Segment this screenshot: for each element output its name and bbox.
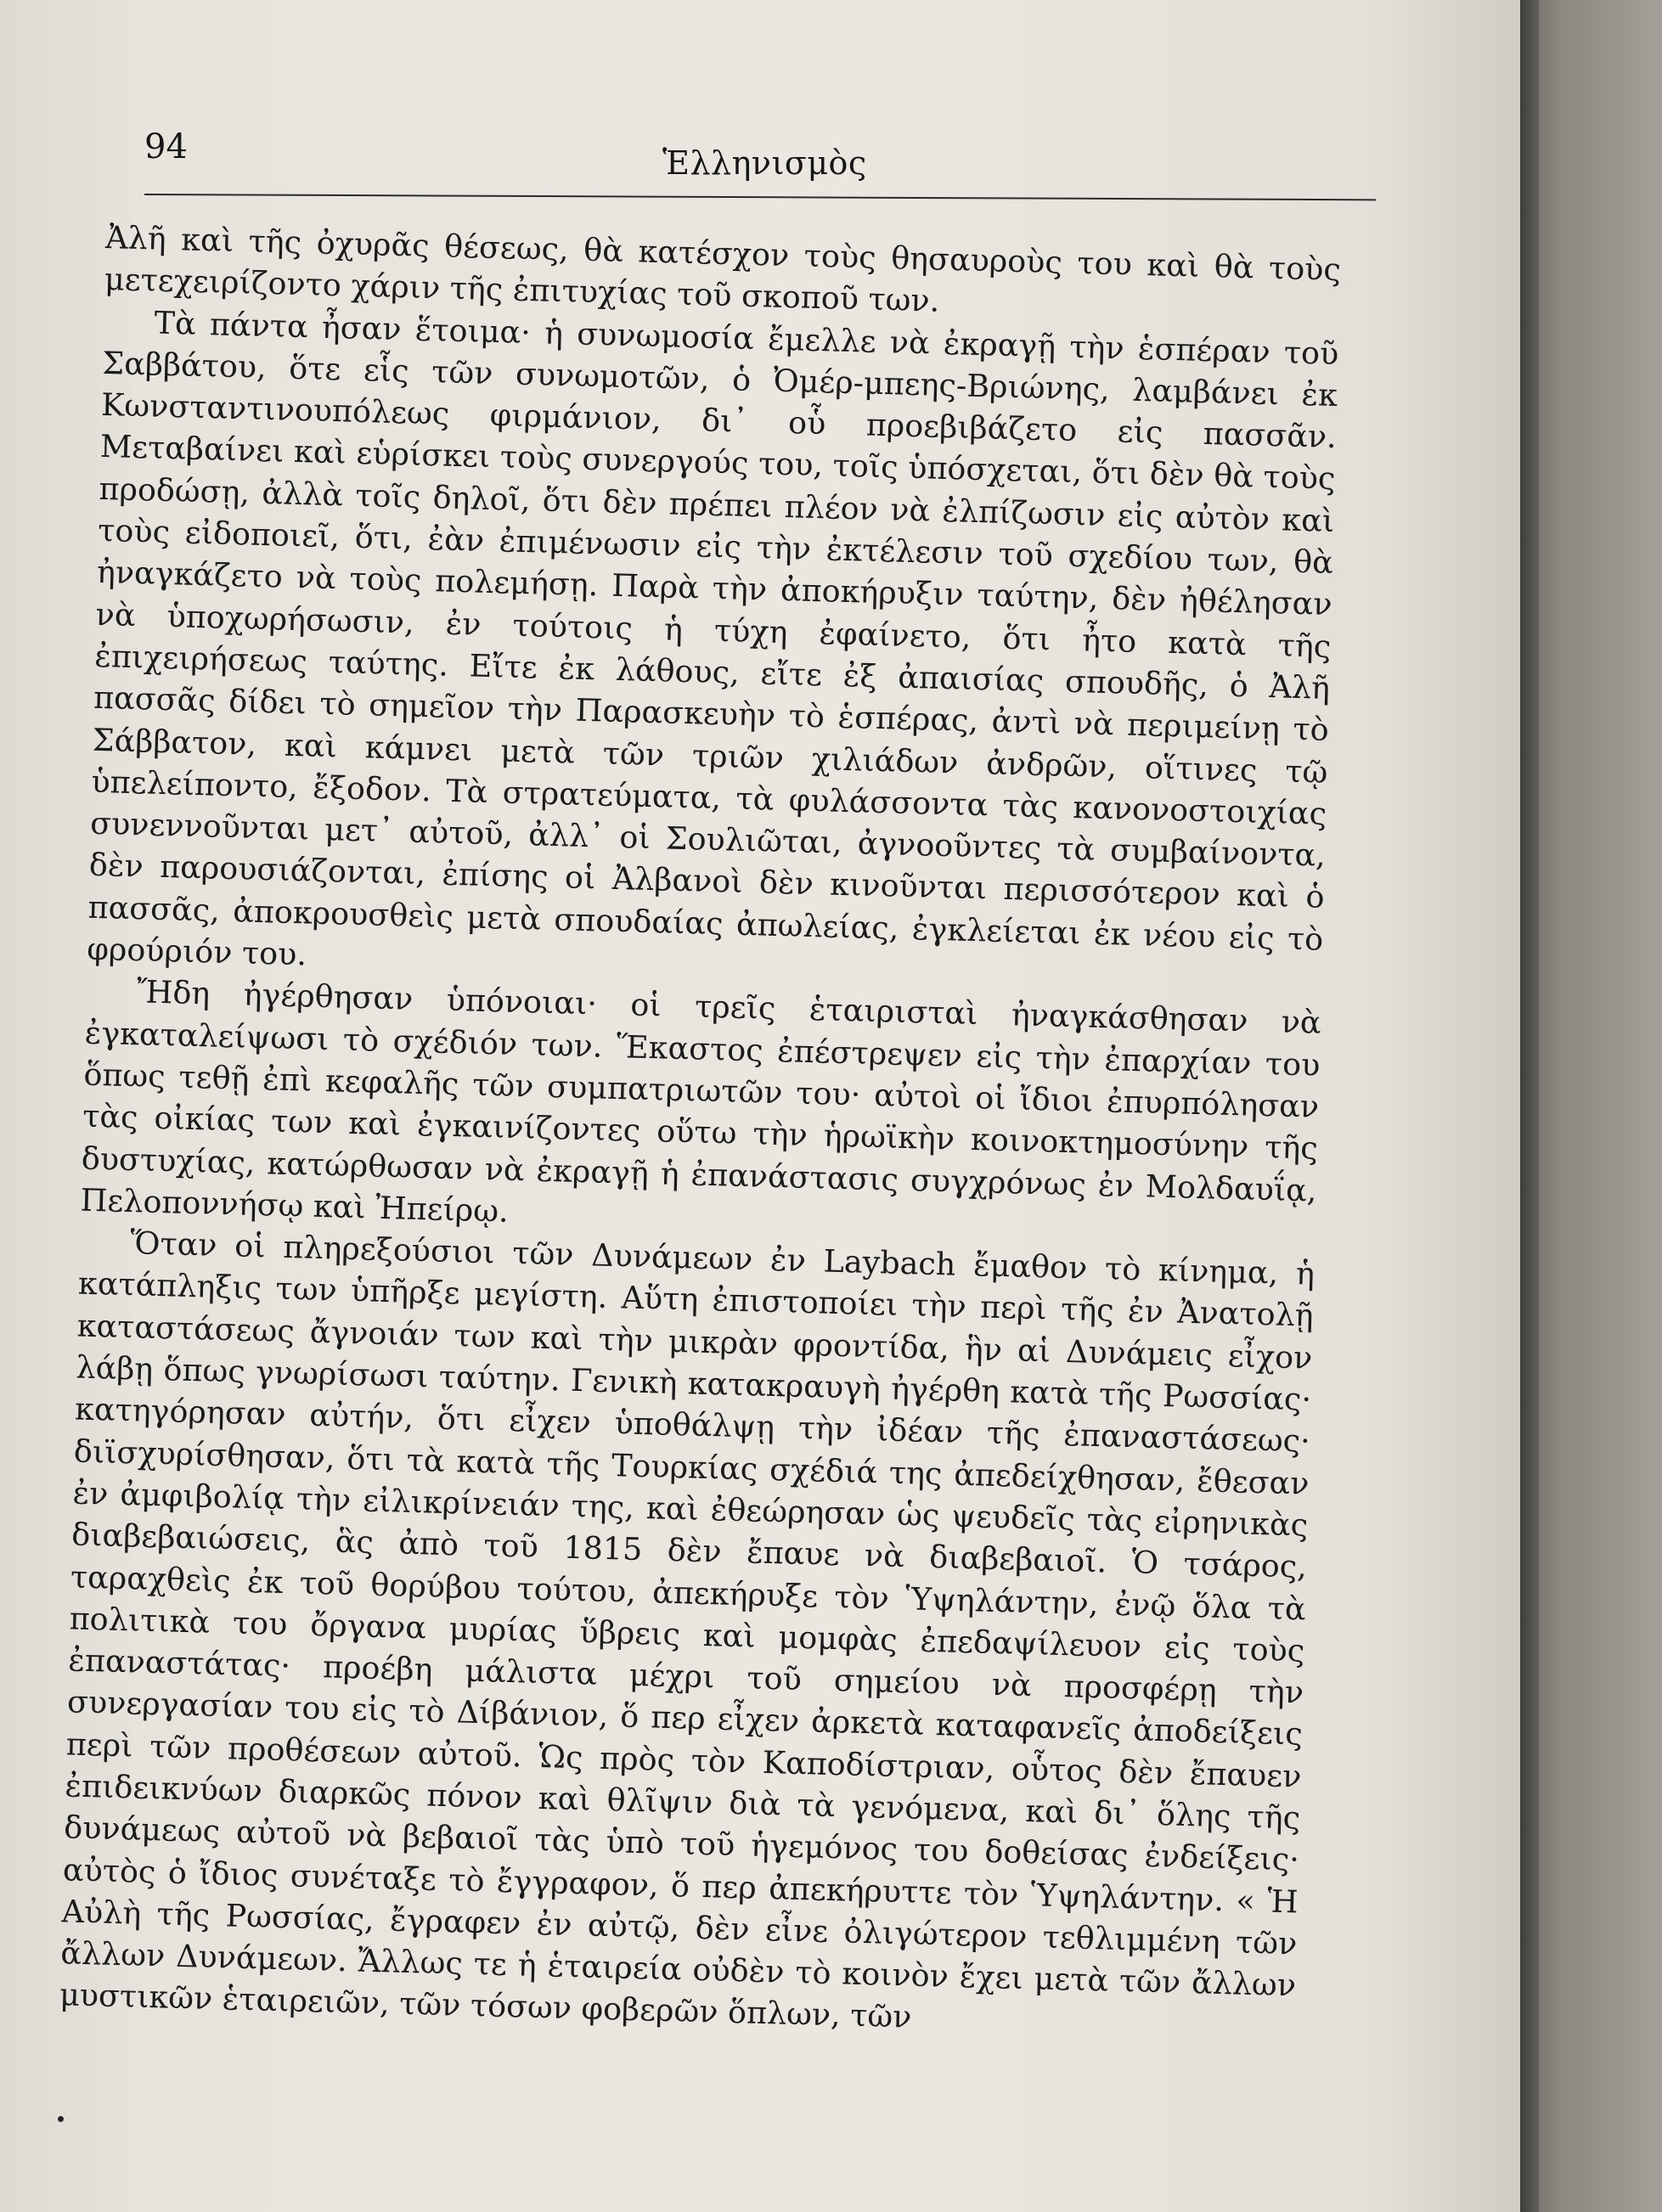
paragraph: Ἀλῆ καὶ τῆς ὀχυρᾶς θέσεως, θὰ κατέσχον τοὺς θησαυροὺς του καὶ θὰ τοὺς μετεχειρίζοντο χάριν τῆς ἐπιτυχίας τοῦ σκοποῦ των.: [104, 218, 1342, 320]
book-spine: [1520, 0, 1662, 2212]
paragraph: Τὰ πάντα ἦσαν ἕτοιμα· ἡ συνωμοσία ἔμελλε νὰ ἐκραγῇ τὴν ἑσπέραν τοῦ Σαββάτου, ὅτε εἷς τῶν συνωμοτῶν, ὁ Ὀμέρ-μπεης-Βριώνης, λαμβάνει ἐκ Κωνσταντινουπόλεως φιρμάνιον, δι᾿ οὗ προεβιβάζετο εἰς πασσᾶν. Μεταβαίνει καὶ εὑρίσκει τοὺς συνεργούς του, τοῖς ὑπόσχεται, ὅτι δὲν θὰ τοὺς προδώσῃ, ἀλλὰ τοῖς δηλοῖ, ὅτι δὲν πρέπει πλέον νὰ ἐλπίζωσιν εἰς αὐτὸν καὶ τοὺς εἰδοποιεῖ, ὅτι, ἐὰν ἐπιμένωσιν εἰς τὴν ἐκτέλεσιν τοῦ σχεδίου των, θὰ ἠναγκάζετο νὰ τοὺς πολεμήσῃ. Παρὰ τὴν ἀποκήρυξιν ταύτην, δὲν ἠθέλησαν νὰ ὑποχωρήσωσιν, ἐν τούτοις ἡ τύχη ἐφαίνετο, ὅτι ἦτο κατὰ τῆς ἐπιχειρήσεως ταύτης. Εἴτε ἐκ λάθους, εἴτε ἐξ ἀπαισίας σπουδῆς, ὁ Ἀλῆ πασσᾶς δίδει τὸ σημεῖον τὴν Παρασκευὴν τὸ ἑσπέρας, ἀντὶ νὰ περιμείνῃ τὸ Σάββατον, καὶ κάμνει μετὰ τῶν τριῶν χιλιάδων ἀνδρῶν, οἵτινες τῷ ὑπελείποντο, ἔξοδον. Τὰ στρατεύματα, τὰ φυλάσσοντα τὰς κανονοστοιχίας συνεννοῦνται μετ᾿ αὐτοῦ, ἀλλ᾿ οἱ Σουλιῶται, ἀγνοοῦντες τὰ συμβαίνοντα, δὲν παρουσιάζονται, ἐπίσης οἱ Ἀλβανοὶ δὲν κινοῦνται περισσότερον καὶ ὁ πασσᾶς, ἀποκρουσθεὶς μετὰ σπουδαίας ἀπωλείας, ἐγκλείεται ἐκ νέου εἰς τὸ φρούριόν του.: [86, 304, 1339, 973]
header-rule: [144, 194, 1376, 200]
ink-dot: [58, 2116, 64, 2122]
paragraph: Ἤδη ἠγέρθησαν ὑπόνοιαι· οἱ τρεῖς ἑταιρισταὶ ἠναγκάσθησαν νὰ ἐγκαταλείψωσι τὸ σχέδιόν των. Ἕκαστος ἐπέστρεψεν εἰς τὴν ἐπαρχίαν του ὅπως τεθῇ ἐπὶ κεφαλῆς τῶν συμπατριωτῶν του· αὐτοὶ οἱ ἴδιοι ἐπυρπόλησαν τὰς οἰκίας των καὶ ἐγκαινίζοντες οὕτω τὴν ἡρωϊκὴν κοινοκτημοσύνην τῆς δυστυχίας, κατώρθωσαν νὰ ἐκραγῇ ἡ ἐπανάστασις συγχρόνως ἐν Μολδαυΐᾳ, Πελοποννήσῳ καὶ Ἠπείρῳ.: [80, 973, 1322, 1230]
paragraph: Ὅταν οἱ πληρεξούσιοι τῶν Δυνάμεων ἐν Laybach ἔμαθον τὸ κίνημα, ἡ κατάπληξις των ὑπῆρξε μεγίστη. Αὕτη ἐπιστοποίει τὴν περὶ τῆς ἐν Ἀνατολῇ καταστάσεως ἄγνοιάν των καὶ τὴν μικρὰν φροντίδα, ἣν αἱ Δυνάμεις εἶχον λάβῃ ὅπως γνωρίσωσι ταύτην. Γενικὴ κατακραυγὴ ἠγέρθη κατὰ τῆς Ρωσσίας· κατηγόρησαν αὐτήν, ὅτι εἶχεν ὑποθάλψῃ τὴν ἰδέαν τῆς ἐπαναστάσεως· διϊσχυρίσθησαν, ὅτι τὰ κατὰ τῆς Τουρκίας σχέδιά της ἀπεδείχθησαν, ἔθεσαν ἐν ἀμφιβολίᾳ τὴν εἰλικρίνειάν της, καὶ ἐθεώρησαν ὡς ψευδεῖς τὰς εἰρηνικὰς διαβεβαιώσεις, ἃς ἀπὸ τοῦ 1815 δὲν ἔπαυε νὰ διαβεβαιοῖ. Ὁ τσάρος, ταραχθεὶς ἐκ τοῦ θορύβου τούτου, ἀπεκήρυξε τὸν Ὑψηλάντην, ἐνῷ ὅλα τὰ πολιτικὰ του ὄργανα μυρίας ὕβρεις καὶ μομφὰς ἐπεδαψίλευον εἰς τοὺς ἐπαναστάτας· προέβη μάλιστα μέχρι τοῦ σημείου νὰ προσφέρῃ τὴν συνεργασίαν του εἰς τὸ Δίβάνιον, ὅ περ εἶχεν ἀρκετὰ καταφανεῖς ἀποδείξεις περὶ τῶν προθέσεων αὐτοῦ. Ὡς πρὸς τὸν Καποδίστριαν, οὗτος δὲν ἔπαυεν ἐπιδεικνύων διαρκῶς πόνον καὶ θλῖψιν διὰ τὰ γενόμενα, καὶ δι᾿ ὅλης τῆς δυνάμεως αὐτοῦ νὰ βεβαιοῖ τὰς ὑπὸ τοῦ ἡγεμόνος του δοθείσας ἐνδείξεις· αὐτὸς ὁ ἴδιος συνέταξε τὸ ἔγγραφον, ὅ περ ἀπεκήρυττε τὸν Ὑψηλάντην. « Ἡ Αὐλὴ τῆς Ρωσσίας, ἔγραφεν ἐν αὐτῷ, δὲν εἶνε ὀλιγώτερον τεθλιμμένη τῶν ἄλλων Δυνάμεων. Ἄλλως τε ἡ ἑταιρεία οὐδὲν τὸ κοινὸν ἔχει μετὰ τῶν ἄλλων μυστικῶν ἑταιρειῶν, τῶν τόσων φοβερῶν ὅπλων, τῶν: [59, 1224, 1316, 2036]
page-gutter-shadow: [1520, 0, 1539, 2212]
running-title: Ἑλληνισμὸς: [662, 144, 867, 182]
page-header: [144, 127, 1376, 187]
page-number: 94: [144, 127, 188, 166]
body-text: [59, 217, 1342, 2048]
